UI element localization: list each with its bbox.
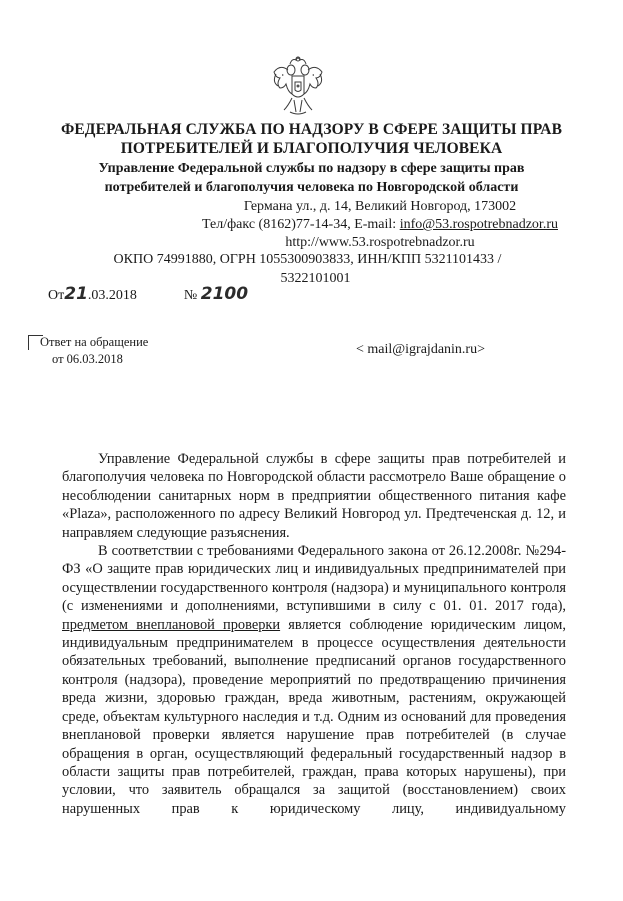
department-name-line-2: потребителей и благополучия человека по Новгородской области [104,180,519,195]
department-name-line-1: Управление Федеральной службы по надзору в сфере защиты прав [98,161,525,176]
paragraph-2-text-end: является соблюдение юридическим лицом, индивидуальным предпринимателем в процессе осуществления деятельности обязательных требований, выполнение предписаний органов государственного контроля (надзора), проведение мероприятий по предотвращению причинения вреда жизни, здоровью граждан, вреда животным, растениям, окружающей среде, объектам культурного наследия и т.д. Одним из оснований для проведения внеплановой проверки является нарушение прав потребителей (в случае обращения в орган, осуществляющий федеральный государственный надзор в области защиты прав потребителей, граждан, права которых нарушены), при условии, что заявитель обращался за защитой (восстановлением) своих нарушенных прав к юридическому лицу, индивидуальному [62,616,566,817]
reply-reference [40,334,148,367]
paragraph-2-text-start: В соответствии с требованиями Федерального закона от 26.12.2008г. №294-ФЗ «О защите прав юридических лиц и индивидуальных предпринимателей при осуществлении государственного контроля (надзора) и муниципального контроля (с изменениями и дополнениями, вступившими в силу с 01. 01. 2017 года), [62,543,566,615]
registration-codes-line-1: ОКПО 74991880, ОГРН 1055300903833, ИНН/КПП 5321101433 / [113,252,502,267]
date-number-line [48,284,248,304]
coat-of-arms-emblem [270,54,326,118]
date-prefix: От [48,288,65,303]
postal-address: Германа ул., д. 14, Великий Новгород, 173002 [243,199,517,214]
reply-line-2: от 06.03.2018 [52,351,123,366]
letter-body [62,450,566,818]
contact-block [180,198,580,253]
org-name-line-2: ПОТРЕБИТЕЛЕЙ И БЛАГОПОЛУЧИЯ ЧЕЛОВЕКА [120,140,503,157]
website-link[interactable]: http://www.53.rospotrebnadzor.ru [285,235,475,251]
handwritten-number: 2100 [200,284,249,304]
underlined-phrase: предметом внеплановой проверки [62,616,281,633]
registration-codes-line-2: 5322101001 [280,271,351,286]
body-paragraph-2 [62,542,566,818]
number-sign: № [183,288,198,303]
reply-line-1: Ответ на обращение [40,335,149,349]
email-link[interactable]: info@53.rospotrebnadzor.ru [399,217,558,233]
date-month-year: .03.2018 [87,288,137,303]
phone-email-line [180,216,580,234]
org-name-line-1: ФЕДЕРАЛЬНАЯ СЛУЖБА ПО НАДЗОРУ В СФЕРЕ ЗАЩИТЫ ПРАВ [60,121,563,138]
handwritten-day: 21 [64,284,88,304]
body-paragraph-1: Управление Федеральной службы в сфере защиты прав потребителей и благополучия человека по Новгородской области рассмотрело Ваше обращение о несоблюдении санитарных норм в предприятии общественного питания кафе «Plaza», расположенного по адресу Великий Новгород ул. Предтеченская д. 12, и направляем следующие разъяснения. [62,451,566,541]
recipient-email: < mail@igrajdanin.ru> [356,342,485,357]
phone-fax: Тел/факс (8162)77-14-34, E-mail: [201,217,400,233]
